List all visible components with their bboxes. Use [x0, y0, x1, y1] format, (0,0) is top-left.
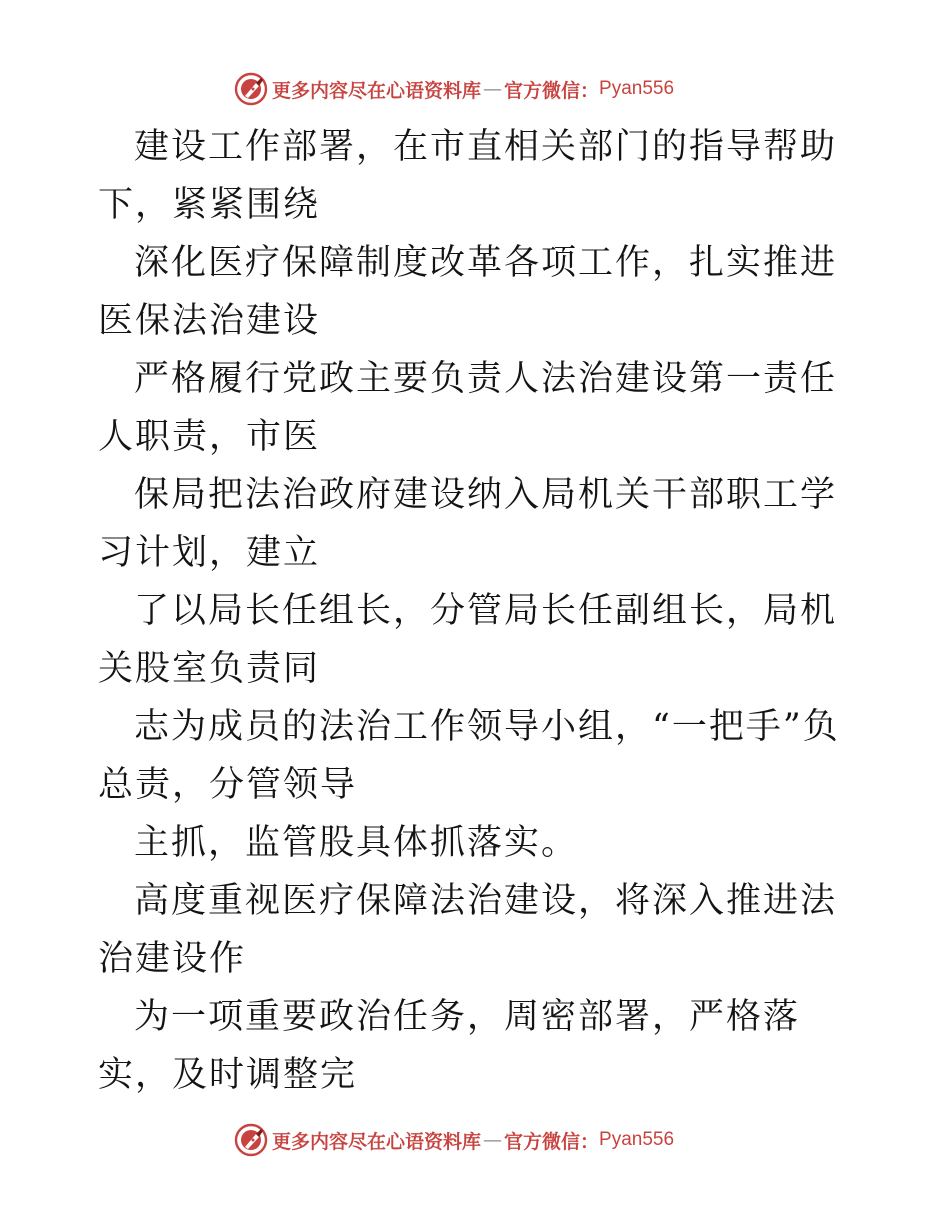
paragraph: 严格履行党政主要负责人法治建设第一责任人职责，市医 [98, 359, 838, 457]
paragraph: 建设工作部署，在市直相关部门的指导帮助下，紧紧围绕 [98, 127, 838, 225]
watermark-account-label: 官方微信： [504, 79, 600, 102]
paragraph: 高度重视医疗保障法治建设，将深入推进法治建设作 [98, 881, 838, 979]
paragraph: 深化医疗保障制度改革各项工作，扎实推进医保法治建设 [98, 243, 838, 341]
watermark-separator: — [483, 78, 503, 100]
paragraph: 志为成员的法治工作领导小组，“一把手”负总责，分管领导 [98, 707, 840, 805]
watermark-account-label: 官方微信： [504, 1130, 600, 1153]
header-watermark [234, 72, 674, 106]
watermark-account-id: Pyan556 [599, 1129, 675, 1150]
paragraph: 为一项重要政治任务，周密部署，严格落实，及时调整完 [98, 997, 801, 1095]
footer-watermark [234, 1123, 674, 1157]
pen-nib-logo-icon [234, 72, 268, 106]
paragraph: 主抓，监管股具体抓落实。 [134, 823, 579, 863]
watermark-text: 更多内容尽在心语资料库 [272, 79, 482, 102]
paragraph: 保局把法治政府建设纳入局机关干部职工学习计划，建立 [98, 475, 838, 573]
watermark-account-id: Pyan556 [599, 78, 675, 99]
watermark-text: 更多内容尽在心语资料库 [272, 1130, 482, 1153]
paragraph: 了以局长任组长，分管局长任副组长，局机关股室负责同 [98, 591, 838, 689]
watermark-separator: — [483, 1129, 503, 1151]
document-body [98, 118, 858, 1104]
pen-nib-logo-icon [234, 1123, 268, 1157]
